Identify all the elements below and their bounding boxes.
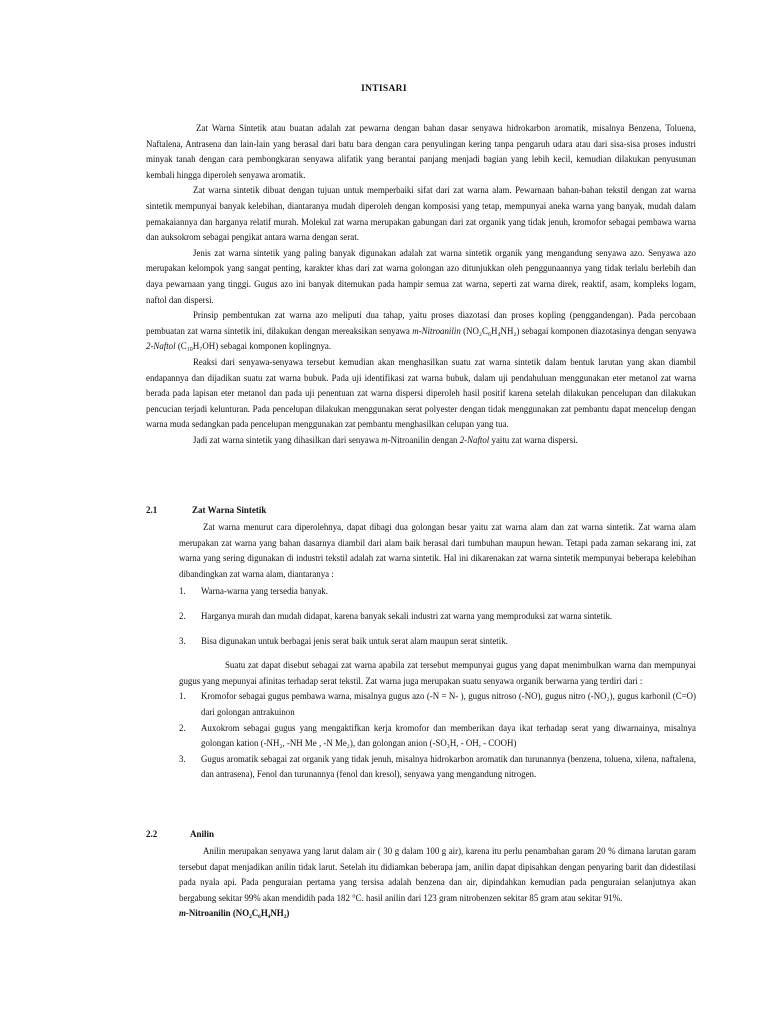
p6-prefix: m- bbox=[381, 434, 391, 445]
section-2-1-number: 2.1 bbox=[146, 505, 158, 515]
intisari-paragraph-2: Zat warna sintetik dibuat dengan tujuan untuk memperbaiki sifat dari zat warna alam. Pewarnaan bahan-bahan tekstil dengan zat warna sintetik mempunyai banyak kelebihan, diantaranya mudah diperoleh dengan komposisi yang tetap, mempunyai aneka warna yang banyak, mudah dalam pemakaiannya dan harganya relatif murah. Molekul zat warna merupakan gabungan dari zat organik yang tidak jenuh, kromofor sebagai pembawa warna dan auksokrom sebagai pengikat antara warna dengan serat. bbox=[146, 185, 696, 243]
list-item bbox=[179, 689, 696, 720]
list-number: 3. bbox=[179, 635, 186, 646]
p4-text-c: (NO₂C₆H₄NH₂) sebagai komponen diazotasinya dengan senyawa bbox=[460, 325, 697, 336]
section-2-1-paragraph-2: Suatu zat dapat disebut sebagai zat warna apabila zat tersebut mempunyai gugus yang dapat menimbulkan warna dan mempunyai gugus yang mepunyai afinitas terhadap serat tekstil. Zat warna juga merupakan suatu senyawa organik berwarna yang terdiri dari : bbox=[179, 660, 696, 686]
dye-components-list bbox=[179, 689, 696, 783]
p6-compound: 2-Naftol bbox=[459, 434, 490, 445]
list-text: Warna-warna yang tersedia banyak. bbox=[201, 586, 328, 597]
p4-compound-1: m-Nitroanilin bbox=[412, 325, 461, 336]
nitroanilin-prefix: m- bbox=[179, 908, 189, 919]
list-text: Kromofor sebagai gugus pembawa warna, misalnya gugus azo (-N = N- ), gugus nitroso (-NO), gugus nitro (-NO₂), gugus karbonil (C=O) dari golongan antrakuinon bbox=[201, 691, 696, 717]
section-2-2-paragraph: Anilin merupakan senyawa yang larut dalam air ( 30 g dalam 100 g air), karena itu perlu penambahan garam 20 % dimana larutan garam tersebut dapat menjadikan anilin tidak larut. Setelah itu didiamkan beberapa jam, anilin dapat dipisahkan dengan penyaring barit dan didestilasi pada nyala api. Pada penguraian pertama yang tersisa adalah benzena dan air, dipindahkan kemudian pada penguraian selanjutnya akan bergabung sekitar 99% akan mendidih pada 182 °C. hasil anilin dari 123 gram nitrobenzen sekitar 85 gram atau sekitar 91%. bbox=[179, 846, 696, 903]
p4-text-e: (C₁₀H₇OH) sebagai komponen koplingnya. bbox=[175, 341, 332, 352]
intisari-body bbox=[146, 121, 696, 448]
section-2-2-label: Anilin bbox=[190, 829, 215, 839]
intisari-paragraph-1: Zat Warna Sintetik atau buatan adalah zat pewarna dengan bahan dasar senyawa hidrokarbon aromatik, misalnya Benzena, Toluena, Naftalena, Antrasena dan lain-lain yang berasal dari batu bara dengan cara penyulingan kering tanpa pengaruh udara atau dari sisa-sisa proses industri minyak tanah dengan cara pembongkaran senyawa alifatik yang berantai panjang menjadi bagian yang lebih kecil, kemudian dilakukan penyusunan kembali hingga diperoleh senyawa aromatik. bbox=[146, 123, 696, 180]
page-title: INTISARI bbox=[361, 84, 407, 94]
nitroanilin-label: Nitroanilin (NO₂C₆H₄NH₂) bbox=[188, 908, 290, 919]
p4-text-a: Prinsip pembentukan zat warna azo meliputi dua tahap, yaitu proses diazotasi dan proses kopling (penggandengan). Pada percobaan pembuatan zat warna sintetik ini, dilakukan dengan mereaksikan senyawa bbox=[146, 310, 696, 336]
nitroanilin-subheading bbox=[179, 906, 696, 922]
list-text: Harganya murah dan mudah didapat, karena banyak sekali industri zat warna yang memproduksi zat warna sintetik. bbox=[201, 610, 613, 621]
list-item bbox=[179, 752, 696, 783]
list-text: Auxokrom sebagai gugus yang mengaktifkan kerja kromofor dan memberikan daya ikat terhadap serat yang diwarnainya, misalnya golongan kation (-NH₂, -NH Me , -N Me₂), dan golongan anion (-SO₃H, - OH, - COOH) bbox=[201, 722, 696, 749]
list-item bbox=[179, 634, 696, 650]
advantages-list bbox=[179, 584, 696, 649]
list-number: 3. bbox=[179, 753, 186, 764]
p4-compound-2: 2-Naftol bbox=[146, 341, 176, 352]
section-2-1-intro: Zat warna menurut cara diperolehnya, dapat dibagi dua golongan besar yaitu zat warna alam dan zat warna sintetik. Zat warna alam merupakan zat warna yang bahan dasarnya diambil dari alam baik berasal dari tumbuhan maupun hewan. Tetapi pada zaman sekarang ini, zat warna yang sering digunakan di industri tekstil adalah zat warna sintetik. Hal ini dikarenakan zat warna sintetik mempunyai beberapa kelebihan dibandingkan zat warna alam, diantaranya : bbox=[179, 522, 696, 579]
list-item bbox=[179, 609, 696, 625]
p6-text-a: Jadi zat warna sintetik yang dihasilkan dari senyawa bbox=[193, 434, 382, 445]
list-number: 1. bbox=[179, 586, 186, 597]
list-text: Gugus aromatik sebagai zat organik yang tidak jenuh, misalnya hidrokarbon aromatik dan turunannya (benzena, toluena, xilena, naftalena, dan antrasena), Fenol dan turunannya (fenol dan kresol), senyawa yang mengandung nitrogen. bbox=[201, 753, 696, 780]
p6-text-c: Nitroanilin dengan bbox=[390, 434, 460, 445]
list-text: Bisa digunakan untuk berbagai jenis serat baik untuk serat alam maupun serat sintetik. bbox=[201, 635, 508, 646]
section-2-2-body bbox=[179, 844, 696, 922]
intisari-paragraph-4 bbox=[146, 308, 696, 355]
list-item bbox=[179, 721, 696, 752]
intisari-paragraph-6 bbox=[146, 433, 696, 449]
list-item bbox=[179, 584, 696, 600]
intisari-paragraph-5: Reaksi dari senyawa-senyawa tersebut kemudian akan menghasilkan suatu zat warna sintetik dalam bentuk larutan yang akan diambil endapannya dan dijadikan suatu zat warna bubuk. Pada uji identifikasi zat warna bubuk, dalam uji pendahuluan menggunakan eter metanol zat warna berada pada lapisan eter metanol dan pada uji penentuan zat warna dispersi diperoleh hasil positif karena setelah dilakukan pencelupan dan dilakukan pencucian terjadi kelunturan. Pada pencelupan dilakukan menggunakan serat polyester dengan tidak menggunakan zat pembantu dapat mencelup dengan warna muda sedangkan pada pencelupan menggunakan zat pembantu menghasilkan celupan yang tua. bbox=[146, 356, 696, 430]
section-2-1-label: Zat Warna Sintetik bbox=[192, 505, 267, 515]
list-number: 2. bbox=[179, 610, 186, 621]
intisari-paragraph-3: Jenis zat warna sintetik yang paling banyak digunakan adalah zat warna sintetik organik yang mengandung senyawa azo. Senyawa azo merupakan kelompok yang sangat penting, karakter khas dari zat warna golongan azo ditunjukkan oleh penggunaannya yang tidak terlalu berlebih dan daya pewarnaan yang tinggi. Gugus azo ini banyak ditemukan pada hampir semua zat warna, seperti zat warna direk, reaktif, asam, kompleks logam, naftol dan dispersi. bbox=[146, 247, 696, 305]
section-2-1-body bbox=[179, 520, 696, 783]
p6-text-e: yaitu zat warna dispersi. bbox=[489, 434, 578, 445]
list-number: 2. bbox=[179, 722, 186, 733]
list-number: 1. bbox=[179, 691, 186, 702]
section-2-2-number: 2.2 bbox=[146, 829, 158, 839]
